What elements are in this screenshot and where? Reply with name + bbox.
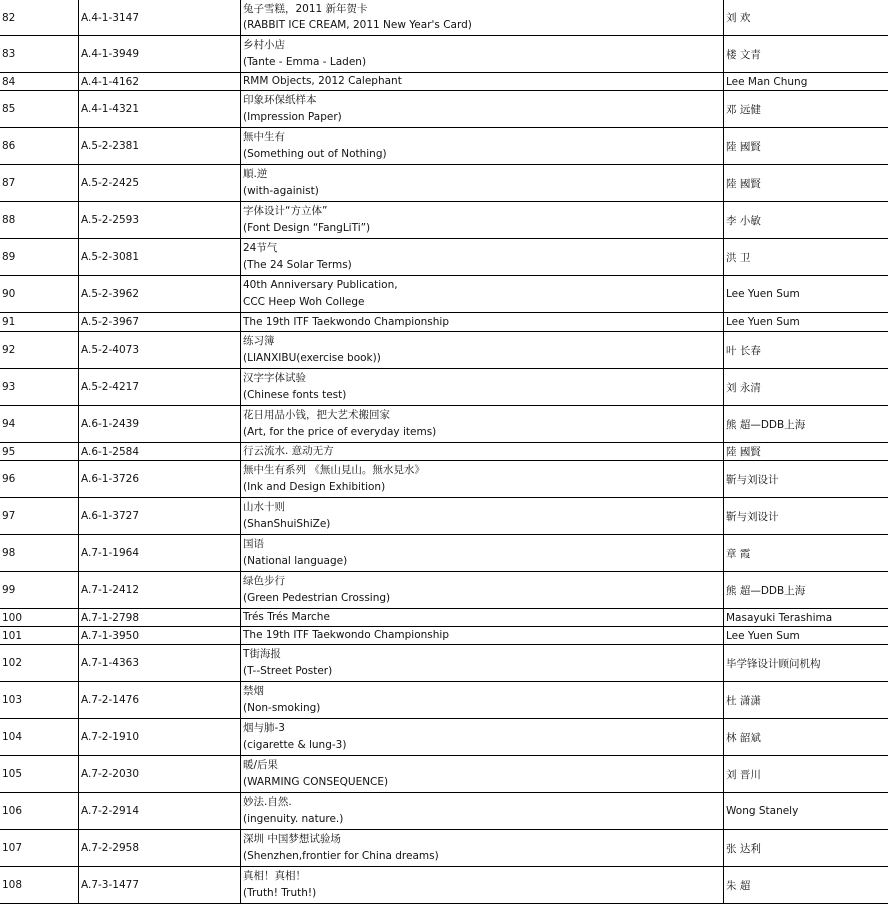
row-number: 104 xyxy=(2,731,23,743)
catalog-code: A.6-1-3727 xyxy=(78,498,240,534)
row-number: 97 xyxy=(2,510,16,522)
catalog-code: A.6-1-3726 xyxy=(78,461,240,497)
table-row xyxy=(0,313,888,332)
row-number: 85 xyxy=(2,103,16,115)
table-row xyxy=(0,682,888,719)
work-title xyxy=(240,461,723,497)
catalog-code: A.5-2-3081 xyxy=(78,239,240,275)
row-number: 95 xyxy=(2,445,16,458)
work-title-primary: 山水十则 xyxy=(243,501,285,514)
work-title-primary: 無中生有系列 《無山見山。無水見水》 xyxy=(243,464,425,477)
table-row xyxy=(0,867,888,904)
catalog-code: A.7-2-2030 xyxy=(78,756,240,792)
work-title-primary: 妙法.自然. xyxy=(243,796,292,809)
catalog-code: A.4-1-4321 xyxy=(78,91,240,127)
designer-name: 熊 超—DDB上海 xyxy=(723,572,888,608)
work-title xyxy=(240,535,723,571)
designer-name: 杜 潇潇 xyxy=(723,682,888,718)
work-title-primary: 练习簿 xyxy=(243,335,275,348)
row-number: 83 xyxy=(2,48,16,60)
catalog-code: A.7-1-1964 xyxy=(78,535,240,571)
work-title-primary: 花日用品小钱，把大艺术搬回家 xyxy=(243,409,390,422)
designer-name: Wong Stanely xyxy=(723,793,888,829)
designer-name: 陸 國賢 xyxy=(723,165,888,201)
work-title xyxy=(240,332,723,368)
work-title-primary: 順.逆 xyxy=(243,168,268,181)
work-title-primary: 真相！真相！ xyxy=(243,870,306,883)
designer-name: 叶 长春 xyxy=(723,332,888,368)
work-title-primary: 绿色步行 xyxy=(243,575,285,588)
designer-name: 陸 國賢 xyxy=(723,128,888,164)
work-title xyxy=(240,73,723,90)
designer-name: 熊 超—DDB上海 xyxy=(723,406,888,442)
work-title-primary: 乡村小店 xyxy=(243,39,285,52)
work-title xyxy=(240,645,723,681)
work-title-primary: 印象环保纸样本 xyxy=(243,94,317,107)
table-row xyxy=(0,0,888,36)
catalog-code: A.5-2-4073 xyxy=(78,332,240,368)
work-title-secondary: (National language) xyxy=(243,554,348,567)
work-title-secondary: (Tante - Emma - Laden) xyxy=(243,55,367,68)
table-row xyxy=(0,498,888,535)
work-title xyxy=(240,572,723,608)
designer-name: 陸 國賢 xyxy=(723,443,888,460)
work-title-primary: 行云流水. 意动无方 xyxy=(243,445,334,457)
row-number: 101 xyxy=(2,629,23,642)
row-number: 103 xyxy=(2,694,23,706)
row-number: 96 xyxy=(2,473,16,485)
work-title xyxy=(240,406,723,442)
table-row xyxy=(0,793,888,830)
row-number: 105 xyxy=(2,768,23,780)
table-row xyxy=(0,645,888,682)
work-title xyxy=(240,36,723,72)
catalog-code: A.4-1-3949 xyxy=(78,36,240,72)
work-title-secondary: (ShanShuiShiZe) xyxy=(243,517,331,530)
catalog-code: A.4-1-3147 xyxy=(78,0,240,35)
table-row xyxy=(0,443,888,461)
row-number: 106 xyxy=(2,805,23,817)
table-row xyxy=(0,535,888,572)
designer-name: 楼 文青 xyxy=(723,36,888,72)
designer-name: 刘 晋川 xyxy=(723,756,888,792)
designer-name: 章 霞 xyxy=(723,535,888,571)
work-title-primary: 無中生有 xyxy=(243,131,285,144)
work-title-primary: RMM Objects, 2012 Calephant xyxy=(243,75,402,87)
designer-name: 刘 永清 xyxy=(723,369,888,405)
catalog-code: A.5-2-2593 xyxy=(78,202,240,238)
work-title xyxy=(240,719,723,755)
table-row xyxy=(0,756,888,793)
work-title-secondary: (Green Pedestrian Crossing) xyxy=(243,591,391,604)
work-title-primary: 40th Anniversary Publication, xyxy=(243,279,398,292)
designer-name: 刘 欢 xyxy=(723,0,888,35)
designer-name: Lee Man Chung xyxy=(723,73,888,90)
work-title-secondary: (ingenuity. nature.) xyxy=(243,812,344,825)
table-row xyxy=(0,202,888,239)
row-number: 92 xyxy=(2,344,16,356)
row-number: 86 xyxy=(2,140,16,152)
work-title xyxy=(240,609,723,626)
work-title-secondary: (Shenzhen,frontier for China dreams) xyxy=(243,849,439,862)
work-title-secondary: (Something out of Nothing) xyxy=(243,147,387,160)
work-title xyxy=(240,91,723,127)
work-title-secondary: (Non-smoking) xyxy=(243,701,321,714)
catalog-code: A.5-2-2425 xyxy=(78,165,240,201)
table-row xyxy=(0,128,888,165)
designer-name: 林 韶斌 xyxy=(723,719,888,755)
catalog-code: A.7-1-2412 xyxy=(78,572,240,608)
work-title-primary: 兔子雪糕，2011 新年贺卡 xyxy=(243,3,368,15)
catalog-code: A.7-2-1910 xyxy=(78,719,240,755)
work-title-primary: 暖/后果 xyxy=(243,759,279,772)
catalog-code: A.7-3-1477 xyxy=(78,867,240,903)
work-title-primary: 24节气 xyxy=(243,242,278,255)
catalog-code: A.7-1-2798 xyxy=(78,609,240,626)
work-title-secondary: (WARMING CONSEQUENCE) xyxy=(243,775,389,788)
catalog-code: A.7-1-3950 xyxy=(78,627,240,644)
designer-name: 毕学锋设计顾问机构 xyxy=(723,645,888,681)
row-number: 84 xyxy=(2,75,16,88)
work-title-secondary: (Ink and Design Exhibition) xyxy=(243,480,386,493)
work-title-primary: 国语 xyxy=(243,538,264,551)
designer-name: Masayuki Terashima xyxy=(723,609,888,626)
row-number: 99 xyxy=(2,584,16,596)
work-title-primary: 烟与肺-3 xyxy=(243,722,285,735)
row-number: 100 xyxy=(2,611,23,624)
table-row xyxy=(0,73,888,91)
designer-name: Lee Yuen Sum xyxy=(723,313,888,331)
work-title-primary: 汉字字体试验 xyxy=(243,372,306,385)
table-row xyxy=(0,276,888,313)
designer-name: 洪 卫 xyxy=(723,239,888,275)
table-row xyxy=(0,239,888,276)
work-title-secondary: (Font Design “FangLiTi”) xyxy=(243,221,371,234)
work-title-primary: The 19th ITF Taekwondo Championship xyxy=(243,315,449,328)
work-title xyxy=(240,276,723,312)
work-title xyxy=(240,202,723,238)
work-title-primary: 深圳 中国梦想试验场 xyxy=(243,833,341,846)
work-title xyxy=(240,313,723,331)
row-number: 107 xyxy=(2,842,23,854)
row-number: 82 xyxy=(2,11,16,24)
row-number: 87 xyxy=(2,177,16,189)
catalog-code: A.7-1-4363 xyxy=(78,645,240,681)
table-row xyxy=(0,572,888,609)
work-title-secondary: CCC Heep Woh College xyxy=(243,295,365,308)
table-row xyxy=(0,719,888,756)
table-row xyxy=(0,627,888,645)
row-number: 102 xyxy=(2,657,23,669)
designer-name: 邓 远健 xyxy=(723,91,888,127)
catalog-code: A.5-2-2381 xyxy=(78,128,240,164)
catalog-code: A.5-2-3967 xyxy=(78,313,240,331)
table-row xyxy=(0,165,888,202)
work-title-secondary: (LIANXIBU(exercise book)) xyxy=(243,351,381,364)
work-title-secondary: (with-againist) xyxy=(243,184,319,197)
work-title-secondary: (Impression Paper) xyxy=(243,110,342,123)
work-title xyxy=(240,867,723,903)
work-title xyxy=(240,165,723,201)
table-row xyxy=(0,830,888,867)
designer-name: Lee Yuen Sum xyxy=(723,627,888,644)
catalog-code: A.7-2-1476 xyxy=(78,682,240,718)
work-title xyxy=(240,793,723,829)
row-number: 108 xyxy=(2,879,23,891)
work-title xyxy=(240,830,723,866)
table-row xyxy=(0,461,888,498)
work-title xyxy=(240,756,723,792)
row-number: 94 xyxy=(2,418,16,430)
work-title xyxy=(240,627,723,644)
work-title xyxy=(240,128,723,164)
table-row xyxy=(0,406,888,443)
designer-name: Lee Yuen Sum xyxy=(723,276,888,312)
work-title-primary: 禁烟 xyxy=(243,685,264,698)
work-title-secondary: (Art, for the price of everyday items) xyxy=(243,425,437,438)
work-title xyxy=(240,369,723,405)
row-number: 90 xyxy=(2,288,16,300)
work-title-primary: The 19th ITF Taekwondo Championship xyxy=(243,629,449,641)
table-row xyxy=(0,91,888,128)
work-title xyxy=(240,443,723,460)
work-title-secondary: (Truth! Truth!) xyxy=(243,886,317,899)
work-title xyxy=(240,682,723,718)
table-row xyxy=(0,609,888,627)
row-number: 88 xyxy=(2,214,16,226)
work-title-primary: T街海报 xyxy=(243,648,281,661)
catalog-code: A.5-2-3962 xyxy=(78,276,240,312)
table-row xyxy=(0,332,888,369)
row-number: 89 xyxy=(2,251,16,263)
work-title-primary: Trés Trés Marche xyxy=(243,611,330,623)
designer-name: 朱 超 xyxy=(723,867,888,903)
catalog-code: A.7-2-2958 xyxy=(78,830,240,866)
catalog-code: A.5-2-4217 xyxy=(78,369,240,405)
table-row xyxy=(0,369,888,406)
catalog-code: A.4-1-4162 xyxy=(78,73,240,90)
table-row xyxy=(0,36,888,73)
designer-name: 靳与刘设计 xyxy=(723,461,888,497)
work-title-secondary: (Chinese fonts test) xyxy=(243,388,347,401)
work-title-secondary: (RABBIT ICE CREAM, 2011 New Year's Card) xyxy=(243,19,472,31)
catalog-code: A.6-1-2439 xyxy=(78,406,240,442)
work-title-secondary: (The 24 Solar Terms) xyxy=(243,258,352,271)
designer-name: 张 达利 xyxy=(723,830,888,866)
catalog-code: A.7-2-2914 xyxy=(78,793,240,829)
work-title-secondary: (T--Street Poster) xyxy=(243,664,333,677)
work-title-primary: 字体设计“方立体” xyxy=(243,205,328,218)
row-number: 98 xyxy=(2,547,16,559)
work-title-secondary: (cigarette & lung-3) xyxy=(243,738,347,751)
work-title xyxy=(240,0,723,35)
work-title xyxy=(240,498,723,534)
row-number: 91 xyxy=(2,316,16,328)
catalog-code: A.6-1-2584 xyxy=(78,443,240,460)
designer-name: 李 小敏 xyxy=(723,202,888,238)
work-title xyxy=(240,239,723,275)
designer-name: 靳与刘设计 xyxy=(723,498,888,534)
row-number: 93 xyxy=(2,381,16,393)
